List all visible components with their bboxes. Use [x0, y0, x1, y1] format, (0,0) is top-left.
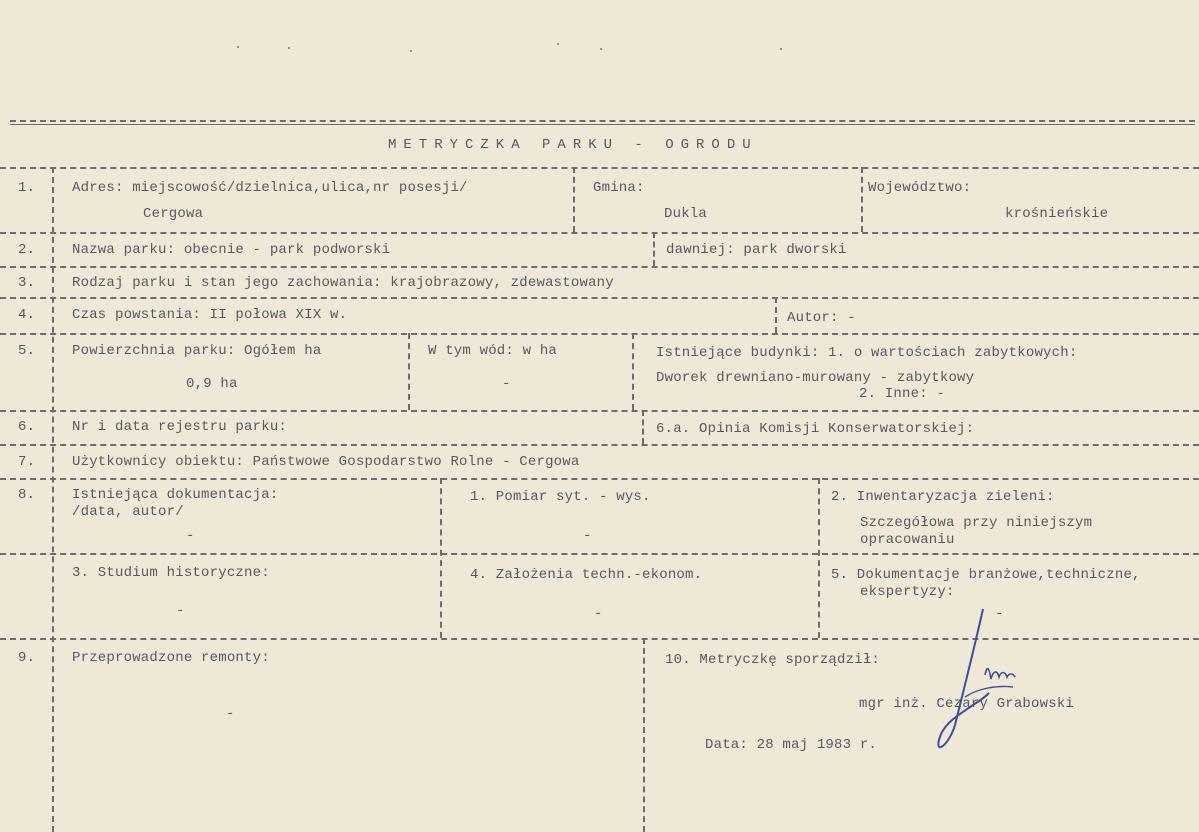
row-number: 2.	[18, 242, 36, 258]
water-value: -	[502, 376, 511, 392]
documentation-value: -	[186, 528, 195, 544]
park-name-label: Nazwa parku: obecnie - park podworski	[72, 242, 391, 258]
row-divider	[0, 333, 1199, 335]
row-divider	[0, 232, 1199, 234]
row-divider	[0, 297, 1199, 299]
row-number: 6.	[18, 419, 36, 435]
repairs-value: -	[226, 706, 235, 722]
area-label: Powierzchnia parku: Ogółem ha	[72, 343, 322, 359]
buildings-label: Istniejące budynki: 1. o wartościach zabytkowych:	[656, 345, 1078, 361]
date-line: Data: 28 maj 1983 r.	[705, 737, 878, 753]
buildings-value: Dworek drewniano-murowany - zabytkowy	[656, 370, 975, 386]
historical-study-value: -	[176, 603, 185, 619]
row-divider	[0, 410, 1199, 412]
row-number: 7.	[18, 454, 36, 470]
row-number: 4.	[18, 307, 36, 323]
form-title: METRYCZKA PARKU - OGRODU	[388, 137, 758, 153]
users-label: Użytkownicy obiektu: Państwowe Gospodarstwo Rolne - Cergowa	[72, 454, 580, 470]
author-label: Autor: -	[787, 310, 856, 326]
greenery-inventory-value: Szczegółowa przy niniejszym	[860, 515, 1093, 531]
area-value: 0,9 ha	[186, 376, 238, 392]
row-number: 9.	[18, 650, 36, 666]
documentation-sub-label: /data, autor/	[72, 504, 184, 520]
tech-econ-value: -	[594, 606, 603, 622]
row-number: 8.	[18, 487, 36, 503]
signature-icon	[925, 605, 1025, 765]
voivodeship-label: Województwo:	[868, 180, 972, 196]
branch-docs-value: -	[995, 606, 1004, 622]
survey-label: 1. Pomiar syt. - wys.	[470, 489, 651, 505]
row-number: 1.	[18, 180, 36, 196]
greenery-inventory-label: 2. Inwentaryzacja zieleni:	[831, 489, 1055, 505]
row-divider	[0, 167, 1199, 169]
gmina-value: Dukla	[664, 206, 708, 222]
row-number: 5.	[18, 343, 36, 359]
commission-opinion-label: 6.a. Opinia Komisji Konserwatorskiej:	[656, 421, 975, 437]
creation-time-label: Czas powstania: II połowa XIX w.	[72, 307, 348, 323]
repairs-label: Przeprowadzone remonty:	[72, 650, 270, 666]
prepared-by-label: 10. Metryczkę sporządził:	[665, 652, 881, 668]
other-buildings-label: 2. Inne: -	[859, 386, 946, 402]
preparer-name: mgr inż. Cezary Grabowski	[859, 696, 1075, 712]
address-value: Cergowa	[143, 206, 204, 222]
top-rule	[10, 120, 1195, 122]
documentation-label: Istniejąca dokumentacja:	[72, 487, 279, 503]
branch-docs-label-2: ekspertyzy:	[860, 584, 955, 600]
row-number: 3.	[18, 275, 36, 291]
number-column-rule	[52, 167, 54, 832]
survey-value: -	[583, 528, 592, 544]
register-label: Nr i data rejestru parku:	[72, 419, 288, 435]
tech-econ-label: 4. Założenia techn.-ekonom.	[470, 567, 703, 583]
branch-docs-label: 5. Dokumentacje branżowe,techniczne,	[831, 567, 1141, 583]
historical-study-label: 3. Studium historyczne:	[72, 565, 270, 581]
voivodeship-value: krośnieńskie	[1005, 206, 1109, 222]
park-type-label: Rodzaj parku i stan jego zachowania: krajobrazowy, zdewastowany	[72, 275, 614, 291]
row-divider	[0, 553, 1199, 555]
greenery-inventory-value-2: opracowaniu	[860, 532, 955, 548]
gmina-label: Gmina:	[593, 180, 645, 196]
park-former-name: dawniej: park dworski	[666, 242, 847, 258]
row-divider	[0, 478, 1199, 480]
row-divider	[0, 266, 1199, 268]
address-label: Adres: miejscowość/dzielnica,ulica,nr posesji/	[72, 180, 468, 196]
row-divider	[0, 444, 1199, 446]
water-label: W tym wód: w ha	[428, 343, 558, 359]
